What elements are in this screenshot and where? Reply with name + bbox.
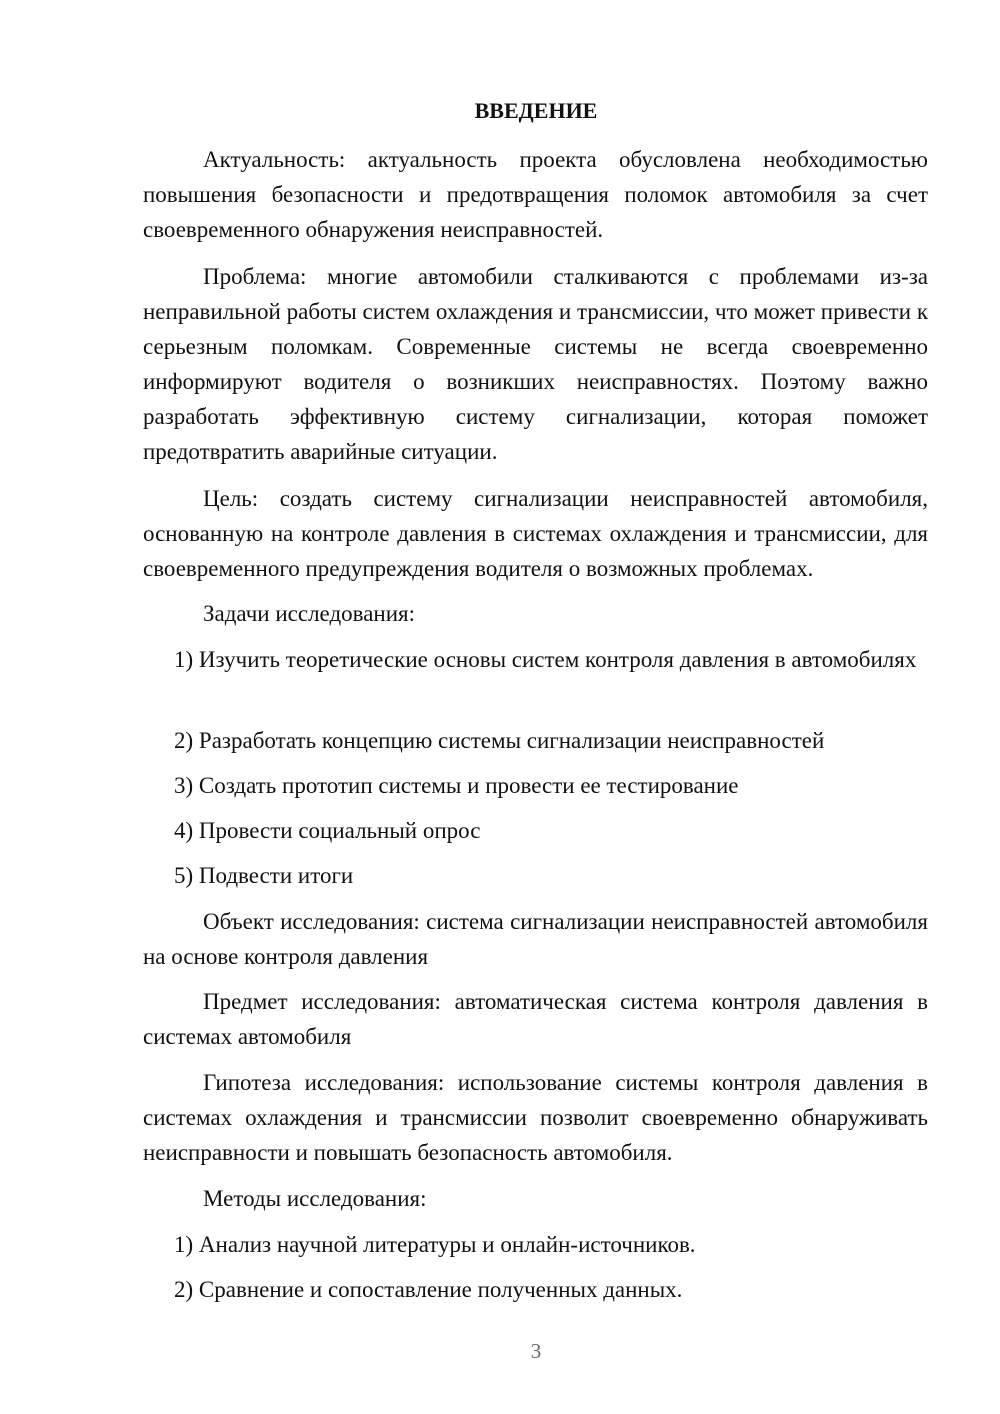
method-item-2: 2) Сравнение и сопоставление полученных данных. (174, 1277, 683, 1302)
paragraph-problem: Проблема: многие автомобили сталкиваются с проблемами из-за неправильной работы систем охлаждения и трансмиссии, что может привести к серьезным поломкам. Современные системы не всегда своевременно информируют водителя о возникших неисправностях. Поэтому важно разработать эффективную систему сигнализации, которая поможет предотвратить аварийные ситуации. (143, 264, 928, 464)
method-item-1: 1) Анализ научной литературы и онлайн-источников. (174, 1232, 696, 1257)
paragraph-goal: Цель: создать систему сигнализации неисправностей автомобиля, основанную на контроле давления в системах охлаждения и трансмиссии, для своевременного предупреждения водителя о возможных проблемах. (143, 486, 928, 581)
task-item-3: 3) Создать прототип системы и провести ее тестирование (174, 773, 739, 798)
task-item-5: 5) Подвести итоги (174, 863, 354, 888)
paragraph-subject: Предмет исследования: автоматическая система контроля давления в системах автомобиля (143, 989, 928, 1049)
task-item-2: 2) Разработать концепцию системы сигнализации неисправностей (174, 728, 825, 753)
tasks-heading: Задачи исследования: (203, 601, 416, 626)
page-number: 3 (530, 1339, 542, 1363)
paragraph-object: Объект исследования: система сигнализации неисправностей автомобиля на основе контроля давления (143, 909, 928, 969)
task-item-1: 1) Изучить теоретические основы систем контроля давления в автомобилях (174, 647, 917, 672)
paragraph-relevance: Актуальность: актуальность проекта обусловлена необходимостью повышения безопасности и предотвращения поломок автомобиля за счет своевременного обнаружения неисправностей. (143, 147, 928, 242)
page-title: ВВЕДЕНИЕ (474, 98, 598, 123)
methods-heading: Методы исследования: (203, 1186, 427, 1211)
paragraph-hypothesis: Гипотеза исследования: использование системы контроля давления в системах охлаждения и трансмиссии позволит своевременно обнаруживать неисправности и повышать безопасность автомобиля. (143, 1070, 928, 1165)
task-item-4: 4) Провести социальный опрос (174, 818, 481, 843)
